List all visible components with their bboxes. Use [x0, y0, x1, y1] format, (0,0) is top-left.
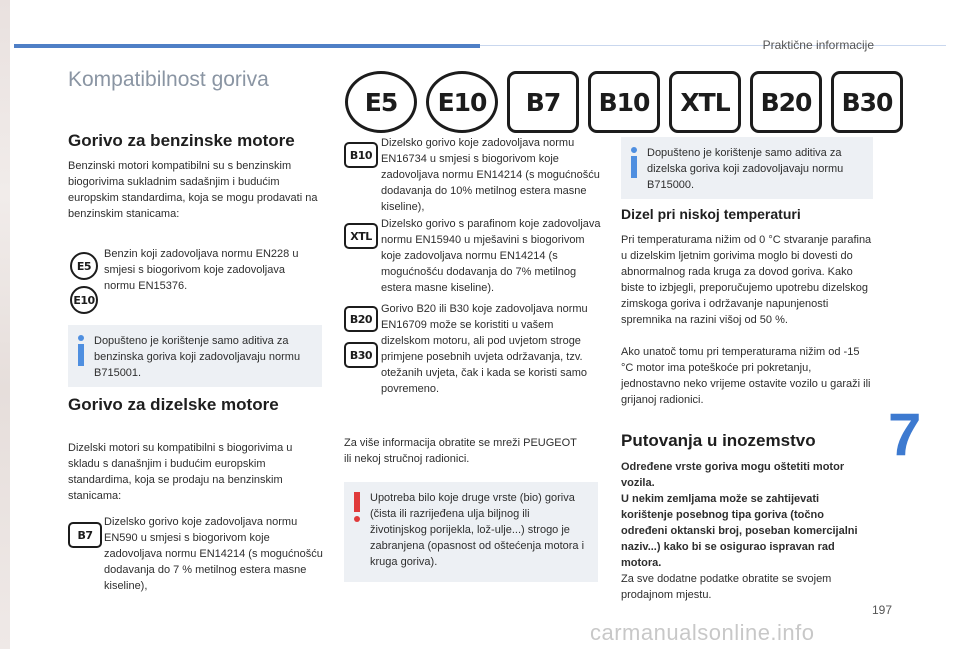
page-title: Kompatibilnost goriva [68, 68, 269, 91]
e10-icon: E10 [70, 286, 98, 314]
info-icon [77, 335, 85, 365]
diesel-info-box [621, 137, 873, 199]
running-header: Praktične informacije [762, 38, 874, 52]
header-rule [480, 45, 946, 46]
petrol-heading: Gorivo za benzinske motore [68, 131, 295, 150]
fuel-badge-xtl: XTL [669, 71, 741, 133]
low-temp-text: Pri temperaturama nižim od 0 °C stvaranje parafina u dizelskim ljetnim gorivima moglo bi dovesti do abnormalnog rada kruga za dovod goriva. Kako biste to izbjegli, preporučujemo upotrebu dizelskog zimskoga goriva i održavanje napunjenosti spremnika na razini višoj od 50 %. [621, 234, 872, 326]
fuel-badge-b7: B7 [507, 71, 579, 133]
diesel-info-text: Dopušteno je korištenje samo aditiva za dizelska goriva koji zadovoljavaju normu B715000. [647, 147, 844, 191]
abroad-text [621, 459, 873, 603]
fuel-badge-b20: B20 [750, 71, 822, 133]
b7-description: Dizelsko gorivo koje zadovoljava normu EN590 u smjesi s biogorivom koje zadovoljava normu EN14214 (s mogućnošću dodavanja do 7 % metilnog estera masne kiseline), [104, 516, 323, 592]
b7-icon: B7 [68, 522, 102, 548]
info-icon [630, 147, 638, 177]
abroad-bold-1: Određene vrste goriva mogu oštetiti motor vozila. [621, 461, 845, 489]
petrol-info-text: Dopušteno je korištenje samo aditiva za benzinska goriva koji zadovoljavaju normu B715001. [94, 335, 301, 379]
diesel-intro: Dizelski motori su kompatibilni s biogorivima u skladu s današnjim i budućim europskim standardima, koja se prodaju na benzinskim stanicama: [68, 442, 293, 502]
fuel-badge-b10: B10 [588, 71, 660, 133]
low-temp-text-2: Ako unatoč tomu pri temperaturama nižim od -15 °C motor ima poteškoće pri pokretanju, jednostavno neko vrijeme ostavite vozilo u garaži ili grijanoj radionici. [621, 346, 871, 406]
xtl-description: Dizelsko gorivo s parafinom koje zadovoljava normu EN15940 u mješavini s biogorivom koje zadovoljava normu EN14214 (s mogućnošću dodavanja do 7% metilnog estera masne kiseline). [381, 218, 601, 294]
fuel-badge-e10: E10 [426, 71, 498, 133]
abroad-bold-2: U nekim zemljama može se zahtijevati korištenje posebnog tipa goriva (točno određeni oktanski broj, poseban komercijalni naziv...) kako bi se osigurao ispravan rad motora. [621, 493, 858, 569]
abroad-plain: Za sve dodatne podatke obratite se svojem prodajnom mjestu. [621, 573, 832, 601]
b10-icon: B10 [344, 142, 378, 168]
more-info-text: Za više informacija obratite se mreži PEUGEOT ili nekoj stručnoj radionici. [344, 437, 577, 465]
xtl-icon: XTL [344, 223, 378, 249]
petrol-intro: Benzinski motori kompatibilni su s benzinskim biogorivima sukladnim sadašnjim i budućim europskim standardima, koja se mogu prodavati na benzinskim stanicama: [68, 160, 318, 220]
b20-b30-description: Gorivo B20 ili B30 koje zadovoljava normu EN16709 može se koristiti u vašem dizelskom motoru, ali pod uvjetom stroge primjene posebnih uvjeta održavanja, tzv. otežanih uvjeta, čak i kada se koristi samo povremeno. [381, 303, 588, 395]
warning-icon [353, 492, 361, 522]
warning-text: Upotreba bilo koje druge vrste (bio) goriva (čista ili razrijeđena ulja biljnog ili životinjskog porijekla, lož-ulje...) strogo je zabranjena (opasnost od oštećenja motora i kruga goriva). [370, 492, 585, 568]
b10-description: Dizelsko gorivo koje zadovoljava normu EN16734 u smjesi s biogorivom koje zadovoljava normu EN14214 (s mogućnošću dodavanja do 10% metilnog estera masne kiseline), [381, 137, 600, 213]
petrol-info-box [68, 325, 322, 387]
b30-icon: B30 [344, 342, 378, 368]
fuel-badge-row [345, 71, 903, 133]
fuel-badge-b30: B30 [831, 71, 903, 133]
header-accent-bar [14, 44, 480, 48]
watermark: carmanualsonline.info [590, 620, 815, 645]
b20-icon: B20 [344, 306, 378, 332]
e5-e10-description: Benzin koji zadovoljava normu EN228 u smjesi s biogorivom koje zadovoljava normu EN15376. [104, 248, 299, 292]
fuel-badge-e5: E5 [345, 71, 417, 133]
page-edge-decoration [0, 0, 10, 649]
warning-box [344, 482, 598, 582]
abroad-heading: Putovanja u inozemstvo [621, 431, 816, 450]
e5-icon: E5 [70, 252, 98, 280]
diesel-heading: Gorivo za dizelske motore [68, 395, 279, 414]
chapter-number: 7 [888, 401, 922, 468]
low-temp-heading: Dizel pri niskoj temperaturi [621, 206, 801, 222]
page-number: 197 [872, 603, 893, 617]
